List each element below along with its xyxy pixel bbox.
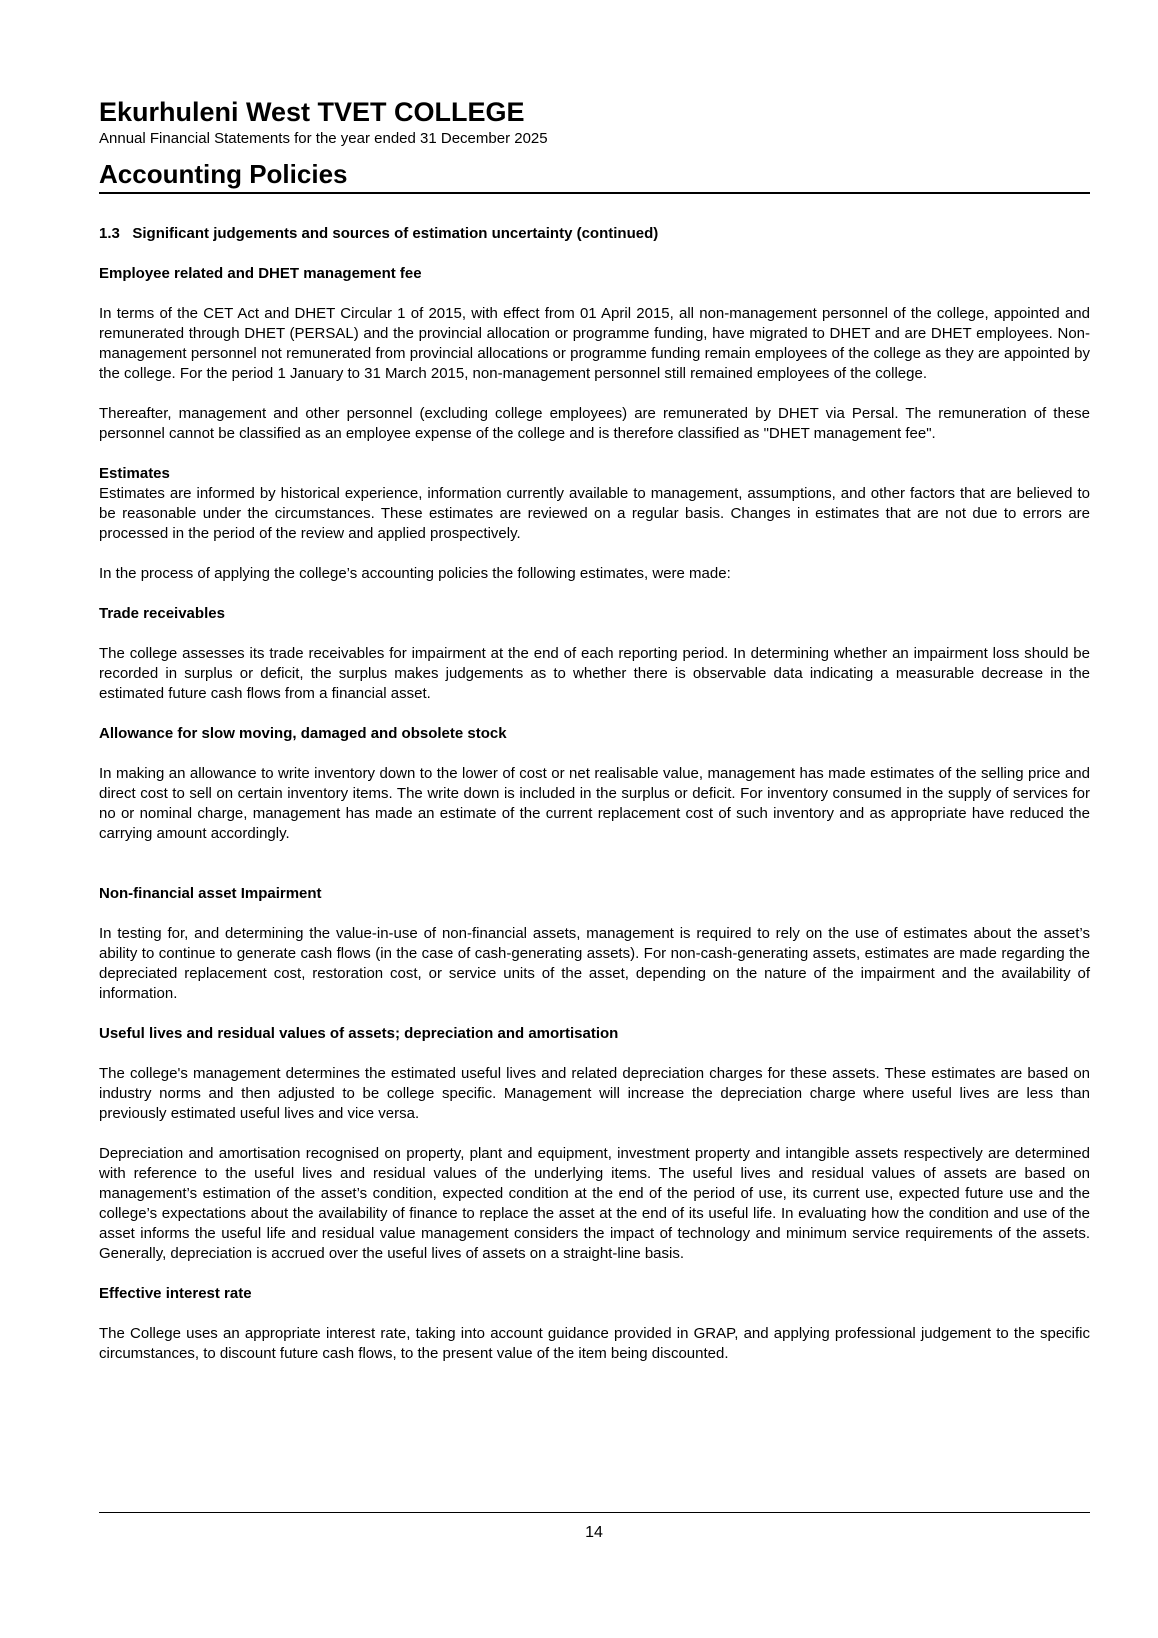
employee-heading: Employee related and DHET management fee bbox=[99, 265, 422, 282]
section-heading: 1.3 Significant judgements and sources of estimation uncertainty (continued) bbox=[99, 225, 659, 242]
useful-lives-heading: Useful lives and residual values of assets; depreciation and amortisation bbox=[99, 1025, 619, 1042]
trade-receivables-paragraph: The college assesses its trade receivables for impairment at the end of each reporting period. In determining whether an impairment loss should be recorded in surplus or deficit, the surplus makes judgements as to whether there is observable data indicating a measurable decrease in the estimated future cash flows from a financial asset. bbox=[99, 645, 1090, 702]
effective-interest-heading: Effective interest rate bbox=[99, 1285, 252, 1302]
document-page bbox=[99, 96, 1090, 1364]
non-financial-heading: Non-financial asset Impairment bbox=[99, 885, 322, 902]
page-number: 14 bbox=[585, 1524, 603, 1541]
employee-paragraph-2: Thereafter, management and other personnel (excluding college employees) are remunerated by DHET via Persal. The remuneration of these personnel cannot be classified as an employee expense of the college and is therefore classified as "DHET management fee". bbox=[99, 405, 1090, 442]
employee-paragraph-1: In terms of the CET Act and DHET Circular 1 of 2015, with effect from 01 April 2015, all non-management personnel of the college, appointed and remunerated through DHET (PERSAL) and the provincial allocation or programme funding, have migrated to DHET and are DHET employees. Non-management personnel not remunerated from provincial allocations or programme funding remain employees of the college as they are appointed by the college. For the period 1 January to 31 March 2015, non-management personnel still remained employees of the college. bbox=[99, 305, 1090, 382]
footer-rule bbox=[99, 1512, 1090, 1513]
useful-lives-paragraph-2: Depreciation and amortisation recognised on property, plant and equipment, investment property and intangible assets respectively are determined with reference to the useful lives and residual values of the underlying items. The useful lives and residual values of assets are based on management’s estimation of the asset’s condition, expected condition at the end of the period of use, its current use, expected future use and the college’s expectations about the availability of finance to replace the asset at the end of its useful life. In evaluating how the condition and use of the asset informs the useful life and residual value management considers the impact of technology and minimum service requirements of the assets. Generally, depreciation is accrued over the useful lives of assets on a straight-line basis. bbox=[99, 1145, 1090, 1262]
section-title: Accounting Policies bbox=[99, 159, 348, 189]
allowance-paragraph: In making an allowance to write inventory down to the lower of cost or net realisable value, management has made estimates of the selling price and direct cost to sell on certain inventory items. The write down is included in the surplus or deficit. For inventory consumed in the supply of services for no or nominal charge, management has made an estimate of the current replacement cost of such inventory and as appropriate have reduced the carrying amount accordingly. bbox=[99, 765, 1090, 842]
document-content bbox=[99, 224, 1090, 1364]
estimates-heading: Estimates bbox=[99, 465, 170, 482]
estimates-paragraph-1: Estimates are informed by historical experience, information currently available to management, assumptions, and other factors that are believed to be reasonable under the circumstances. These estimates are reviewed on a regular basis. Changes in estimates that are not due to errors are processed in the period of the review and applied prospectively. bbox=[99, 485, 1090, 542]
estimates-paragraph-2: In the process of applying the college’s accounting policies the following estimates, were made: bbox=[99, 565, 731, 582]
allowance-heading: Allowance for slow moving, damaged and obsolete stock bbox=[99, 725, 507, 742]
trade-receivables-heading: Trade receivables bbox=[99, 605, 225, 622]
effective-interest-paragraph: The College uses an appropriate interest rate, taking into account guidance provided in GRAP, and applying professional judgement to the specific circumstances, to discount future cash flows, to the present value of the item being discounted. bbox=[99, 1325, 1090, 1362]
college-name: Ekurhuleni West TVET COLLEGE bbox=[99, 97, 525, 127]
non-financial-paragraph: In testing for, and determining the value-in-use of non-financial assets, management is required to rely on the use of estimates about the asset’s ability to continue to generate cash flows (in the case of cash-generating assets). For non-cash-generating assets, estimates are made regarding the depreciated replacement cost, restoration cost, or service units of the asset, depending on the nature of the impairment and the availability of information. bbox=[99, 925, 1090, 1002]
useful-lives-paragraph-1: The college's management determines the estimated useful lives and related depreciation charges for these assets. These estimates are based on industry norms and then adjusted to be college specific. Management will increase the depreciation charge where useful lives are less than previously estimated useful lives and vice versa. bbox=[99, 1065, 1090, 1122]
statement-subtitle: Annual Financial Statements for the year ended 31 December 2025 bbox=[99, 130, 548, 147]
header-rule bbox=[99, 192, 1090, 194]
